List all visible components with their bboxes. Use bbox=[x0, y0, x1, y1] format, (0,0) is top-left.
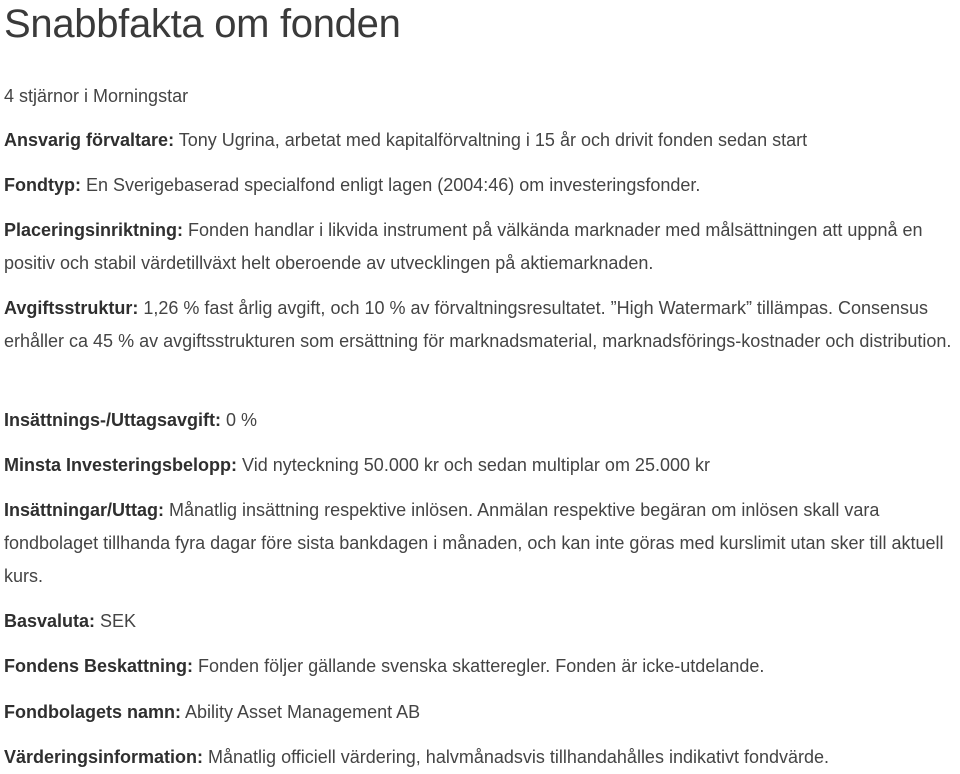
fact-value: Fonden följer gällande svenska skatteregler. Fonden är icke-utdelande. bbox=[193, 656, 765, 676]
fact-label: Fondens Beskattning: bbox=[4, 656, 194, 676]
fact-label: Insättnings-/Uttagsavgift: bbox=[4, 410, 222, 430]
fact-fund-type bbox=[4, 169, 956, 202]
fact-value: Tony Ugrina, arbetat med kapitalförvaltning i 15 år och drivit fonden sedan start bbox=[174, 130, 808, 150]
fact-taxation bbox=[4, 650, 956, 683]
page-title: Snabbfakta om fonden bbox=[4, 2, 401, 46]
fact-value: SEK bbox=[95, 611, 137, 631]
fact-fund-manager bbox=[4, 124, 956, 157]
fact-base-currency bbox=[4, 605, 956, 638]
fact-label: Värderingsinformation: bbox=[4, 747, 204, 767]
fact-entry-exit-fee bbox=[4, 404, 956, 437]
fact-fund-company bbox=[4, 696, 956, 729]
fact-value: 0 % bbox=[221, 410, 258, 430]
fact-value: Vid nyteckning 50.000 kr och sedan multiplar om 25.000 kr bbox=[237, 455, 710, 475]
fact-label: Fondbolagets namn: bbox=[4, 702, 181, 722]
fact-label: Basvaluta: bbox=[4, 611, 96, 631]
fact-minimum-investment bbox=[4, 449, 956, 482]
fact-label: Ansvarig förvaltare: bbox=[4, 130, 175, 150]
fact-label: Minsta Investeringsbelopp: bbox=[4, 455, 238, 475]
fact-label: Insättningar/Uttag: bbox=[4, 500, 164, 520]
fact-investment-focus bbox=[4, 214, 956, 280]
fact-label: Avgiftsstruktur: bbox=[4, 298, 139, 318]
morningstar-rating: 4 stjärnor i Morningstar bbox=[4, 86, 189, 106]
fact-value: Månatlig officiell värdering, halvmånadsvis tillhandahålles indikativt fondvärde. bbox=[203, 747, 830, 767]
fact-value: Månatlig insättning respektive inlösen. Anmälan respektive begäran om inlösen skall vara fondbolaget tillhanda fyra dagar före sista bankdagen i månaden, och kan inte göras med kurslimit utan sker till aktuell kurs. bbox=[4, 500, 944, 586]
fact-label: Placeringsinriktning: bbox=[4, 220, 184, 240]
fact-value: 1,26 % fast årlig avgift, och 10 % av förvaltningsresultatet. ”High Watermark” tillämpas. Consensus erhåller ca 45 % av avgiftsstrukturen som ersättning för marknadsmaterial, marknadsförings-kostnader och distribution. bbox=[4, 298, 952, 351]
fact-value: Ability Asset Management AB bbox=[181, 702, 421, 722]
fact-label: Fondtyp: bbox=[4, 175, 81, 195]
fact-valuation-info bbox=[4, 741, 956, 774]
fact-deposits-withdrawals bbox=[4, 494, 956, 593]
fact-value: En Sverigebaserad specialfond enligt lagen (2004:46) om investeringsfonder. bbox=[80, 175, 701, 195]
fact-value: Fonden handlar i likvida instrument på välkända marknader med målsättningen att uppnå en positiv och stabil värdetillväxt helt oberoende av utvecklingen på aktiemarknaden. bbox=[4, 220, 923, 273]
fact-fee-structure bbox=[4, 292, 956, 358]
